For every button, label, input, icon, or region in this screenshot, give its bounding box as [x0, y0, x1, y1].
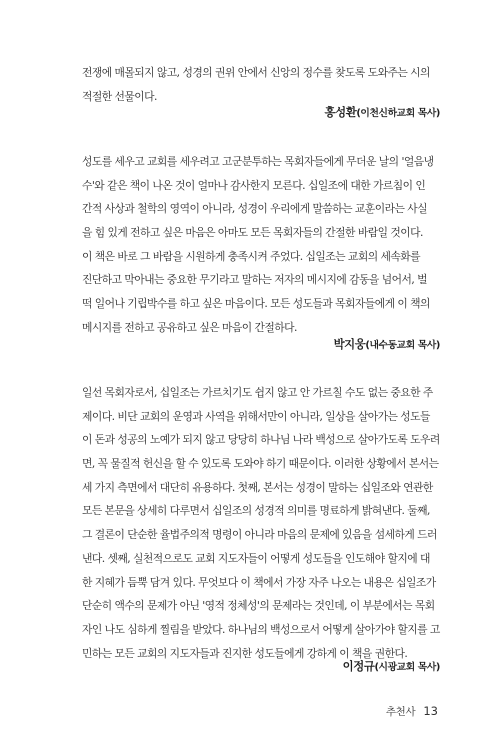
text-line: 면, 꼭 물질적 헌신을 할 수 있도록 도와야 하기 때문이다. 이러한 상황에서 본서는 — [82, 457, 439, 471]
text-line: 자인 나도 심하게 찔림을 받았다. 하나님의 백성으로서 어떻게 살아가야 할지를 고 — [82, 622, 440, 636]
endorser-affiliation: (내수동교회 목사) — [365, 340, 440, 351]
text-line: 제이다. 비단 교회의 운영과 사역을 위해서만이 아니라, 일상을 살아가는 성도들 — [82, 409, 430, 423]
text-line: 낸다. 셋째, 실천적으로도 교회 지도자들이 어떻게 성도들을 인도해야 할지에 대 — [82, 551, 430, 565]
text-line: 적절한 선물이다. — [82, 89, 157, 103]
text-line: 그 결론이 단순한 율법주의적 명령이 아니라 마음의 문제에 있음을 섬세하게 드러 — [82, 528, 437, 542]
page-footer — [386, 700, 438, 719]
text-line: 간적 사상과 철학의 영역이 아니라, 성경이 우리에게 말씀하는 교훈이라는 사실 — [82, 202, 427, 216]
endorser-signature-1 — [325, 104, 441, 120]
page-number: 13 — [423, 704, 438, 718]
text-line: 이 책은 바로 그 바람을 시원하게 충족시켜 주었다. 십일조는 교회의 세속화를 — [82, 249, 420, 263]
text-line: 진단하고 막아내는 중요한 무기라고 말하는 저자의 메시지에 감동을 넘어서, 벌 — [82, 273, 427, 287]
text-line: 세 가지 측면에서 대단히 유용하다. 첫째, 본서는 성경이 말하는 십일조와 연관한 — [82, 480, 433, 494]
text-line: 민하는 모든 교회의 지도자들과 진지한 성도들에게 강하게 이 책을 권한다. — [82, 646, 408, 660]
endorsement-text-2 — [82, 150, 434, 340]
text-line: 한 지혜가 듬뿍 담겨 있다. 무엇보다 이 책에서 가장 자주 나오는 내용은 십일조가 — [82, 575, 436, 589]
text-line: 모든 본문을 상세히 다루면서 십일조의 성경적 의미를 명료하게 밝혀낸다. 둘째, — [82, 504, 430, 518]
endorser-affiliation: (이천신하교회 목사) — [356, 108, 440, 119]
text-line: 메시지를 전하고 공유하고 싶은 마음이 간절하다. — [82, 320, 297, 334]
text-line: 단순히 액수의 문제가 아닌 '영적 정체성'의 문제라는 것인데, 이 부분에서는 목회 — [82, 599, 435, 613]
text-line: 성도를 세우고 교회를 세우려고 고군분투하는 목회자들에게 무더운 날의 '얼음냉 — [82, 155, 434, 168]
text-line: 을 힘 있게 전하고 싶은 마음은 아마도 모든 목회자들의 간절한 바람일 것이다. — [82, 226, 423, 240]
endorser-name: 이정규 — [342, 659, 375, 673]
section-label: 추천사 — [385, 706, 416, 718]
endorser-affiliation: (시광교회 목사) — [374, 662, 440, 673]
endorser-signature-3 — [343, 658, 440, 674]
text-line: 떡 일어나 기립박수를 하고 싶은 마음이다. 모든 성도들과 목회자들에게 이 책의 — [82, 297, 430, 311]
text-line: 수'와 같은 책이 나온 것이 얼마나 감사한지 모른다. 십일조에 대한 가르침이 인 — [82, 178, 426, 192]
text-line: 전쟁에 매몰되지 않고, 성경의 권위 안에서 신앙의 정수를 찾도록 도와주는 시의 — [82, 66, 430, 79]
text-line: 일선 목회자로서, 십일조는 가르치기도 쉽지 않고 안 가르칠 수도 없는 중요한 주 — [82, 386, 433, 399]
endorsement-text-1 — [82, 61, 430, 108]
endorsement-text-3 — [82, 381, 440, 665]
text-line: 이 돈과 성공의 노예가 되지 않고 당당히 하나님 나라 백성으로 살아가도록 도우려 — [82, 433, 440, 447]
endorser-signature-2 — [334, 336, 440, 352]
endorser-name: 박지웅 — [333, 337, 366, 351]
endorser-name: 홍성환 — [324, 105, 357, 119]
